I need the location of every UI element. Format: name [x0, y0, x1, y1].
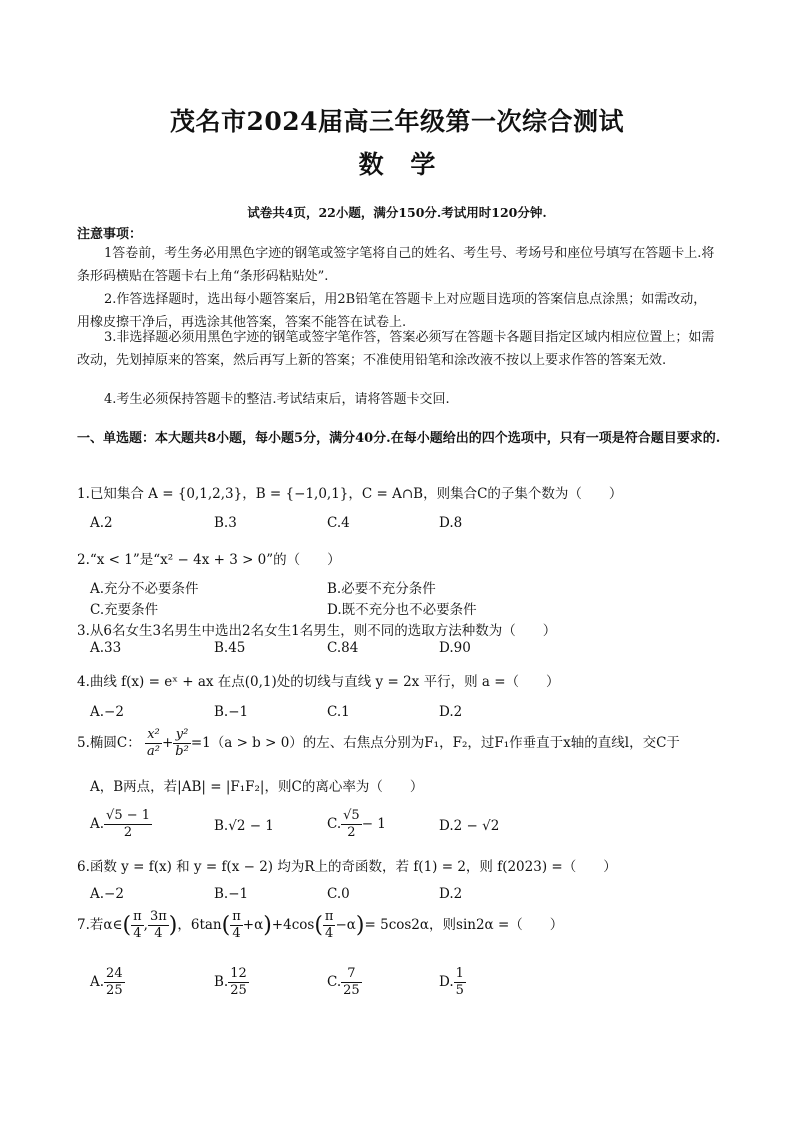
note-item-3: 3.非选择题必须用黑色字迹的钢笔或签字笔作答，答案必须写在答题卡各题目指定区域内相应位置上；如需改动，先划掉原来的答案，然后再写上新的答案；不准使用铅笔和涂改液不按以上要求作答的答案无效.: [77, 330, 715, 368]
interval-high: [148, 909, 169, 942]
question-7-stem: 7.若α∈( $\frac{\pi}{4}$ , $\frac{3\pi}{4}$ )，6tan( $\frac{\pi}{4}$ +α)+4cos( $\frac{\pi}{4}$ −α)= 5cos2α，则sin2α =（ ）: [77, 909, 564, 941]
question-4-option-c: C.1: [327, 704, 350, 720]
question-4-stem: 4.曲线 f(x) = eˣ + ax 在点(0,1)处的切线与直线 y = 2x 平行，则 a =（ ）: [77, 674, 560, 690]
frac-denominator: 25: [106, 983, 123, 998]
frac-denominator: a²: [147, 744, 160, 759]
question-7-mid1: ，6tan: [177, 917, 222, 933]
option-frac: [341, 808, 362, 841]
frac-denominator: 4: [133, 926, 142, 941]
frac-denominator: 25: [230, 983, 247, 998]
question-7-option-d: [439, 966, 466, 999]
question-4-option-a: A.−2: [90, 704, 124, 720]
question-1-option-c: C.4: [327, 515, 350, 531]
question-5-option-d: D.2 − √2: [439, 818, 500, 834]
question-4-option-b: B.−1: [214, 704, 249, 720]
arg2-tail: −α: [335, 917, 356, 933]
frac-numerator: √5: [343, 808, 360, 823]
question-6-option-c: C.0: [327, 886, 350, 902]
paren-close: ): [263, 913, 272, 938]
question-1-option-d: D.8: [439, 515, 463, 531]
option-frac: [104, 808, 152, 841]
paren-open: (: [314, 913, 323, 938]
question-5-frac-y: [173, 727, 191, 760]
note-item-2: 2.作答选择题时，选出每小题答案后，用2B铅笔在答题卡上对应题目选项的答案信息点涂黑；如需改动，用橡皮擦干净后，再选涂其他答案，答案不能答在试卷上.: [77, 292, 707, 330]
question-7-option-c: [327, 966, 362, 999]
frac-denominator: 4: [325, 926, 334, 941]
paren-close: ): [168, 913, 178, 938]
frac-numerator: π: [232, 909, 241, 924]
frac-numerator: 24: [106, 966, 123, 981]
paren-open: (: [122, 913, 132, 938]
arg1-frac: [230, 909, 243, 942]
option-frac: [454, 966, 466, 999]
frac-denominator: 5: [455, 983, 464, 998]
note-item-1: 1答卷前，考生务必用黑色字迹的钢笔或签字笔将自己的姓名、考生号、考场号和座位号填写在答题卡上.将条形码横贴在答题卡右上角“条形码粘贴处”.: [77, 246, 715, 284]
frac-numerator: 1: [455, 966, 464, 981]
frac-numerator: x²: [145, 727, 162, 744]
question-3-option-a: A.33: [90, 640, 122, 656]
section-heading: 一、单选题：本大题共8小题，每小题5分，满分40分.在每小题给出的四个选项中，只有一项是符合题目要求的.: [77, 431, 721, 446]
question-5-line2: A，B两点，若|AB| = |F₁F₂|，则C的离心率为（ ）: [90, 779, 424, 795]
question-2-option-a: A.充分不必要条件: [90, 581, 199, 597]
frac-numerator: π: [324, 909, 334, 924]
question-5-option-a: [90, 808, 152, 841]
option-tail: − 1: [361, 816, 386, 832]
question-3-stem: 3.从6名女生3名男生中选出2名女生1名男生，则不同的选取方法种数为（ ）: [77, 623, 557, 639]
paren-open: (: [221, 913, 231, 938]
frac-numerator: 7: [341, 966, 362, 983]
question-1-stem: 1.已知集合 A = {0,1,2,3}，B = {−1,0,1}，C = A∩B，则集合C的子集个数为（ ）: [77, 486, 623, 502]
frac-numerator: 3π: [149, 909, 167, 924]
question-5-stem: 5.椭圆C： $\frac{\text{x²}}{\text{a²}}$ + $\frac{\text{y²}}{\text{b²}}$ =1（a > b > 0）的左、右焦点分别为F₁，F₂，过F₁作垂直于x轴的直线l，交C于: [77, 727, 680, 759]
question-2-stem: 2.“x < 1”是“x² − 4x + 3 > 0”的（ ）: [77, 552, 341, 568]
question-2-option-b: B.必要不充分条件: [327, 581, 436, 597]
option-label: D.: [439, 974, 454, 990]
question-3-option-d: D.90: [439, 640, 471, 656]
question-5-option-c: [327, 808, 386, 841]
option-label: A.: [90, 974, 105, 990]
question-1-option-a: A.2: [90, 515, 113, 531]
question-7-mid2: +4cos: [271, 917, 315, 933]
frac-denominator: 25: [343, 983, 360, 998]
question-5-prefix: 5.椭圆C：: [77, 735, 141, 751]
exam-subject: 数 学: [358, 150, 436, 179]
frac-numerator: π: [133, 909, 142, 924]
note-item-4: 4.考生必须保持答题卡的整洁.考试结束后，请将答题卡交回.: [104, 392, 450, 407]
exam-title: 茂名市2024届高三年级第一次综合测试: [169, 107, 625, 136]
option-label: C.: [327, 816, 342, 832]
question-6-option-a: A.−2: [90, 886, 124, 902]
option-label: A.: [90, 816, 105, 832]
question-4-option-d: D.2: [439, 704, 463, 720]
question-2-option-d: D.既不充分也不必要条件: [327, 602, 477, 618]
question-6-option-d: D.2: [439, 886, 463, 902]
question-7-tail: = 5cos2α，则sin2α =（ ）: [364, 917, 564, 933]
frac-denominator: 4: [154, 926, 163, 941]
option-frac: [104, 966, 125, 999]
notes-heading: 注意事项：: [77, 227, 143, 242]
frac-denominator: 2: [123, 825, 133, 840]
option-frac: [228, 966, 249, 999]
frac-denominator: b²: [175, 744, 189, 759]
question-1-option-b: B.3: [214, 515, 237, 531]
question-3-option-c: C.84: [327, 640, 359, 656]
question-6-stem: 6.函数 y = f(x) 和 y = f(x − 2) 均为R上的奇函数，若 f(1) = 2，则 f(2023) =（ ）: [77, 859, 617, 875]
question-5-frac-x: [145, 727, 162, 760]
option-frac: [341, 966, 362, 999]
paren-close: ): [355, 913, 365, 938]
frac-numerator: 12: [230, 966, 247, 981]
question-3-option-b: B.45: [214, 640, 246, 656]
option-label: B.: [214, 974, 229, 990]
question-7-option-a: [90, 966, 125, 999]
question-7-prefix: 7.若α∈: [77, 917, 123, 933]
frac-denominator: 2: [347, 825, 356, 840]
question-6-option-b: B.−1: [214, 886, 249, 902]
question-5-suffix: =1（a > b > 0）的左、右焦点分别为F₁，F₂，过F₁作垂直于x轴的直线l，交C于: [190, 735, 680, 751]
option-label: C.: [327, 974, 342, 990]
frac-numerator: √5 − 1: [106, 808, 151, 823]
arg1-tail: +α: [242, 917, 264, 933]
interval-low: [131, 909, 144, 942]
exam-info: 试卷共4页，22小题，满分150分.考试用时120分钟.: [247, 205, 547, 220]
arg2-frac: [323, 909, 336, 942]
question-2-option-c: C.充要条件: [90, 602, 159, 618]
frac-numerator: y²: [173, 727, 191, 744]
question-7-option-b: [214, 966, 249, 999]
frac-denominator: 4: [232, 926, 241, 941]
question-5-option-b: B.√2 − 1: [214, 818, 274, 834]
